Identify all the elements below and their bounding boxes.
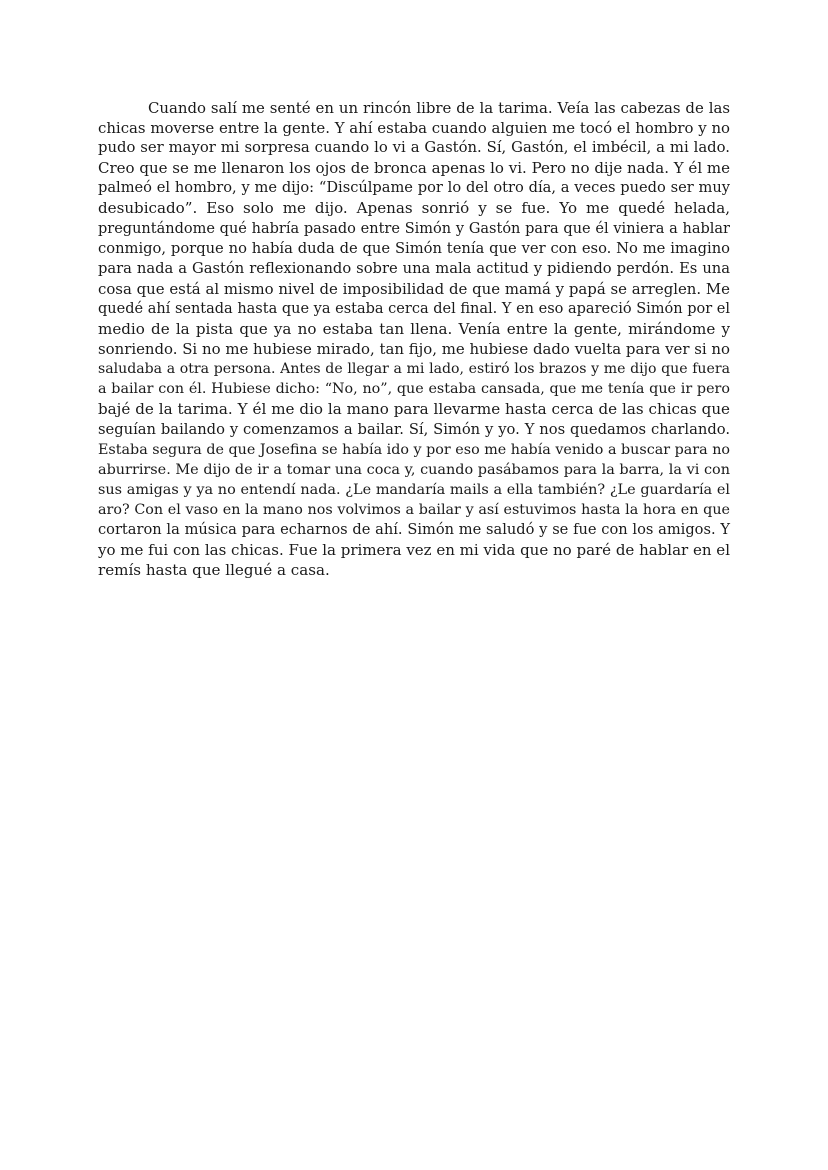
paragraph-line: aburrirse. Me dijo de ir a tomar una coca y, cuando pasábamos para la barra, la vi con <box>98 461 730 478</box>
paragraph-line: chicas moverse entre la gente. Y ahí estaba cuando alguien me tocó el hombro y no <box>98 119 730 138</box>
paragraph-line: Estaba segura de que Josefina se había ido y por eso me había venido a buscar para no <box>98 441 731 458</box>
paragraph-line: sonriendo. Si no me hubiese mirado, tan fijo, me hubiese dado vuelta para ver si no <box>98 340 730 359</box>
paragraph-line: cortaron la música para echarnos de ahí. Simón me saludó y se fue con los amigos. Y <box>98 520 730 538</box>
paragraph-line: remís hasta que llegué a casa. <box>98 561 330 580</box>
paragraph-line: seguían bailando y comenzamos a bailar. Sí, Simón y yo. Y nos quedamos charlando. <box>98 420 730 438</box>
paragraph-line: Cuando salí me senté en un rincón libre de la tarima. Veía las cabezas de las <box>148 99 730 117</box>
paragraph-line: palmeó el hombro, y me dijo: “Discúlpame por lo del otro día, a veces puedo ser muy <box>98 179 730 197</box>
paragraph-line: Creo que se me llenaron los ojos de bronca apenas lo vi. Pero no dije nada. Y él me <box>98 159 730 178</box>
paragraph-line: sus amigas y ya no entendí nada. ¿Le mandaría mails a ella también? ¿Le guardaría el <box>98 481 730 498</box>
paragraph-line: preguntándome qué habría pasado entre Simón y Gastón para que él viniera a hablar <box>98 220 730 237</box>
paragraph-line: cosa que está al mismo nivel de imposibilidad de que mamá y papá se arreglen. Me <box>98 279 730 298</box>
paragraph-line: quedé ahí sentada hasta que ya estaba cerca del final. Y en eso apareció Simón por el <box>98 300 730 317</box>
paragraph-line: medio de la pista que ya no estaba tan llena. Venía entre la gente, mirándome y <box>98 320 730 339</box>
paragraph-line: para nada a Gastón reflexionando sobre una mala actitud y pidiendo perdón. Es una <box>98 259 730 277</box>
paragraph-line: aro? Con el vaso en la mano nos volvimos a bailar y así estuvimos hasta la hora en que <box>98 501 730 518</box>
paragraph-line: desubicado”. Eso solo me dijo. Apenas sonrió y se fue. Yo me quedé helada, <box>98 199 730 218</box>
paragraph-line: conmigo, porque no había duda de que Simón tenía que ver con eso. No me imagino <box>98 239 730 257</box>
paragraph-line: pudo ser mayor mi sorpresa cuando lo vi a Gastón. Sí, Gastón, el imbécil, a mi lado. <box>98 139 730 157</box>
paragraph-line: yo me fui con las chicas. Fue la primera vez en mi vida que no paré de hablar en el <box>98 541 730 560</box>
body-paragraph <box>98 98 730 580</box>
paragraph-line: a bailar con él. Hubiese dicho: “No, no”, que estaba cansada, que me tenía que ir pero <box>98 381 730 398</box>
paragraph-line: saludaba a otra persona. Antes de llegar a mi lado, estiró los brazos y me dijo que fuera <box>98 361 730 378</box>
paragraph-line: bajé de la tarima. Y él me dio la mano para llevarme hasta cerca de las chicas que <box>98 400 730 419</box>
